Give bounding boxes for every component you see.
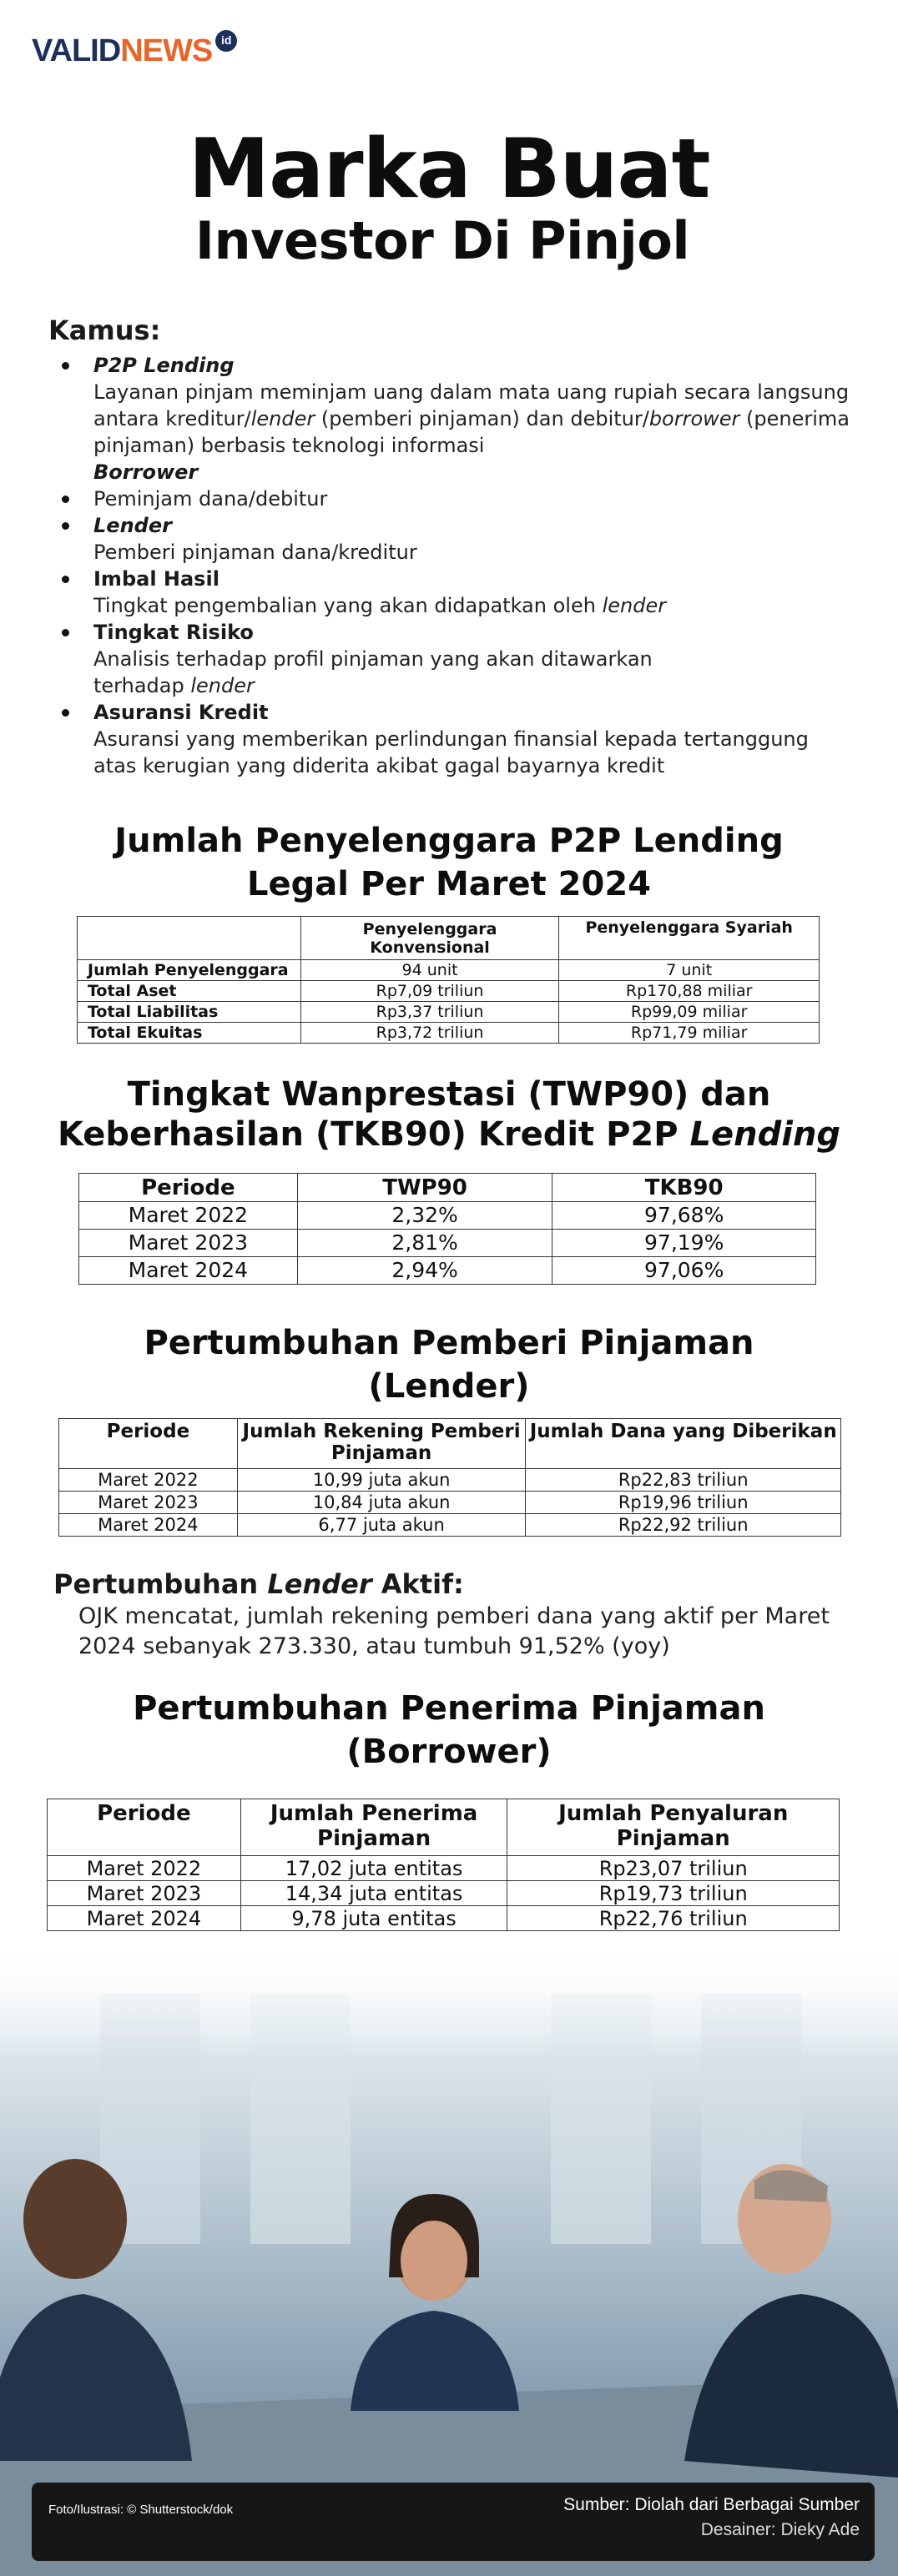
table-row (78, 1023, 820, 1044)
table-cell: Rp22,92 triliun (526, 1514, 841, 1537)
logo-news-text: NEWS (120, 33, 213, 68)
designer-text: Desainer: Dieky Ade (700, 2520, 860, 2539)
kamus-term: Asuransi Kredit (93, 701, 269, 724)
desc-part: (pemberi pinjaman) dan debitur/ (315, 407, 649, 430)
header-cell: Jumlah Penyaluran Pinjaman (507, 1799, 840, 1856)
desc-part: Analisis terhadap profil pinjaman yang akan ditawarkan terhadap (93, 647, 653, 697)
kamus-desc: Asuransi yang memberikan perlindungan finansial kepada tertanggung atas kerugian yang diderita akibat gagal bayarnya kredit (93, 727, 809, 777)
kamus-term: Tingkat Risiko (93, 621, 254, 644)
lender-table (58, 1418, 841, 1537)
table-header-row (48, 1799, 840, 1856)
table-cell: 6,77 juta akun (237, 1514, 526, 1537)
table-cell: 17,02 juta entitas (240, 1856, 507, 1881)
table-cell: Rp71,79 miliar (559, 1023, 820, 1044)
header-cell: TWP90 (297, 1174, 552, 1202)
header-cell: Jumlah Rekening Pemberi Pinjaman (237, 1419, 526, 1469)
desc-part: (penerima pinjaman) berbasis teknologi informasi (93, 407, 850, 457)
table-cell: Maret 2022 (79, 1202, 298, 1230)
title-part-italic: Lending (689, 1115, 841, 1154)
header-cell: Penyelenggara Syariah (559, 917, 820, 960)
table-row (79, 1202, 816, 1230)
section3-title-line2: (Lender) (368, 1367, 530, 1406)
row-label: Total Aset (78, 981, 301, 1002)
header-cell: Periode (79, 1174, 298, 1202)
section2-title-line1: Tingkat Wanprestasi (TWP90) dan (127, 1075, 771, 1114)
table-row (78, 960, 820, 981)
table-row (59, 1469, 841, 1492)
main-title-line1: Marka Buat (188, 122, 710, 217)
table-cell: Maret 2022 (59, 1469, 238, 1492)
section2-title-line2 (0, 1113, 898, 1156)
section1-title-line2: Legal Per Maret 2024 (246, 865, 651, 903)
desc-part-italic: borrower (648, 407, 740, 430)
brand-logo (32, 30, 237, 72)
table-cell: Maret 2022 (48, 1856, 241, 1881)
kamus-term: Lender (93, 514, 172, 537)
kamus-item-borrower-desc (48, 486, 850, 512)
desc-part: Tingkat pengembalian yang akan didapatkan oleh (93, 594, 603, 617)
kamus-term: Imbal Hasil (93, 567, 219, 591)
table-cell: 10,84 juta akun (237, 1492, 526, 1514)
table-row (78, 1002, 820, 1023)
table-cell: Rp22,83 triliun (526, 1469, 841, 1492)
table-cell: 9,78 juta entitas (240, 1906, 507, 1931)
table-cell: Rp3,37 triliun (300, 1002, 559, 1023)
kamus-heading: Kamus: (48, 314, 161, 346)
meeting-photo-illustration (0, 1944, 898, 2576)
title-part: Keberhasilan (TKB90) Kredit P2P (57, 1115, 690, 1154)
header-cell: Penyelenggara Konvensional (300, 917, 559, 960)
kamus-item-lender (48, 512, 850, 566)
borrower-table (47, 1799, 840, 1931)
kamus-item-p2p (48, 352, 850, 459)
main-title-line2: Investor Di Pinjol (194, 210, 690, 271)
table-row (59, 1492, 841, 1514)
table-cell: Rp19,73 triliun (507, 1881, 840, 1906)
desc-part-italic: lender (250, 407, 315, 430)
kamus-desc: Peminjam dana/debitur (93, 487, 328, 511)
kamus-desc: Pemberi pinjaman dana/kreditur (93, 541, 417, 564)
row-label: Jumlah Penyelenggara (78, 960, 301, 981)
table-cell: 94 unit (300, 960, 559, 981)
section4-title-line1: Pertumbuhan Penerima Pinjaman (133, 1689, 765, 1728)
table-header-row (79, 1174, 816, 1202)
row-label: Total Ekuitas (78, 1023, 301, 1044)
table-cell: Rp3,72 triliun (300, 1023, 559, 1044)
logo-id-badge: id (215, 30, 237, 52)
header-cell: Jumlah Dana yang Diberikan (526, 1419, 841, 1469)
photo-credit: Foto/Ilustrasi: © Shutterstock/dok (48, 2503, 234, 2517)
section1-title-line1: Jumlah Penyelenggara P2P Lending (114, 822, 784, 860)
table-cell: 2,81% (297, 1230, 552, 1257)
row-label: Total Liabilitas (78, 1002, 301, 1023)
table-cell: Rp23,07 triliun (507, 1856, 840, 1881)
section3-title-line1: Pertumbuhan Pemberi Pinjaman (144, 1324, 754, 1362)
header-cell (78, 917, 301, 960)
kamus-term: P2P Lending (93, 354, 235, 377)
lender-aktif-title (53, 1567, 855, 1602)
kamus-list (48, 352, 850, 779)
source-text: Sumber: Diolah dari Berbagai Sumber (563, 2495, 860, 2514)
table-cell: Maret 2023 (79, 1230, 298, 1257)
table-row (78, 981, 820, 1002)
kamus-glossary (48, 312, 850, 779)
table-row (59, 1514, 841, 1537)
table-cell: 10,99 juta akun (237, 1469, 526, 1492)
lender-aktif-text: OJK mencatat, jumlah rekening pemberi dana yang aktif per Maret 2024 sebanyak 273.330, atau tumbuh 91,52% (yoy) (78, 1603, 830, 1659)
kamus-item-borrower-term (48, 459, 850, 486)
section4-title-line2: (Borrower) (346, 1733, 552, 1771)
table-cell: Maret 2024 (59, 1514, 238, 1537)
header-cell: Periode (59, 1419, 238, 1469)
table-cell: Maret 2024 (48, 1906, 241, 1931)
twp-tkb-table (78, 1173, 816, 1285)
desc-part: Layanan pinjam meminjam uang dalam mata uang rupiah secara langsung antara kreditur/ (93, 380, 850, 430)
desc-part-italic: lender (190, 674, 255, 697)
table-cell: Rp170,88 miliar (559, 981, 820, 1002)
table-cell: Maret 2024 (79, 1257, 298, 1285)
kamus-desc (93, 379, 850, 459)
table-cell: 2,94% (297, 1257, 552, 1285)
table-cell: Rp99,09 miliar (559, 1002, 820, 1023)
kamus-item-tingkat-risiko (48, 619, 850, 699)
photo-top-fade (0, 1944, 898, 2576)
table-row (48, 1856, 840, 1881)
source-credit (563, 2493, 860, 2543)
header-cell: Periode (48, 1799, 241, 1856)
logo-valid-text: VALID (32, 33, 121, 68)
table-cell: Maret 2023 (59, 1492, 238, 1514)
table-cell: Rp22,76 triliun (507, 1906, 840, 1931)
title-part: Pertumbuhan (53, 1568, 268, 1600)
kamus-item-imbal-hasil (48, 566, 850, 619)
table-cell: 97,19% (552, 1230, 816, 1257)
desc-part-italic: lender (602, 594, 667, 617)
table-cell: 14,34 juta entitas (240, 1881, 507, 1906)
table-row (79, 1230, 816, 1257)
kamus-term: Borrower (93, 460, 199, 484)
footer-credit-bar (32, 2483, 875, 2561)
kamus-desc (93, 646, 728, 699)
table-cell: 97,68% (552, 1202, 816, 1230)
kamus-desc (93, 592, 850, 619)
kamus-item-asuransi-kredit (48, 699, 850, 779)
lender-aktif-block (53, 1567, 855, 1662)
table-cell: Maret 2023 (48, 1881, 241, 1906)
table-header-row (78, 917, 820, 960)
meeting-scene-svg (0, 1944, 898, 2576)
table-header-row (59, 1419, 841, 1469)
table-cell: 97,06% (552, 1257, 816, 1285)
header-cell: TKB90 (552, 1174, 816, 1202)
table-row (48, 1881, 840, 1906)
penyelenggara-table (77, 916, 820, 1044)
title-part-italic: Lender (267, 1568, 372, 1600)
table-cell: Rp19,96 triliun (526, 1492, 841, 1514)
table-cell: 2,32% (297, 1202, 552, 1230)
header-cell: Jumlah Penerima Pinjaman (240, 1799, 507, 1856)
table-row (48, 1906, 840, 1931)
table-cell: 7 unit (559, 960, 820, 981)
table-cell: Rp7,09 triliun (300, 981, 559, 1002)
title-part: Aktif: (371, 1568, 464, 1600)
table-row (79, 1257, 816, 1285)
